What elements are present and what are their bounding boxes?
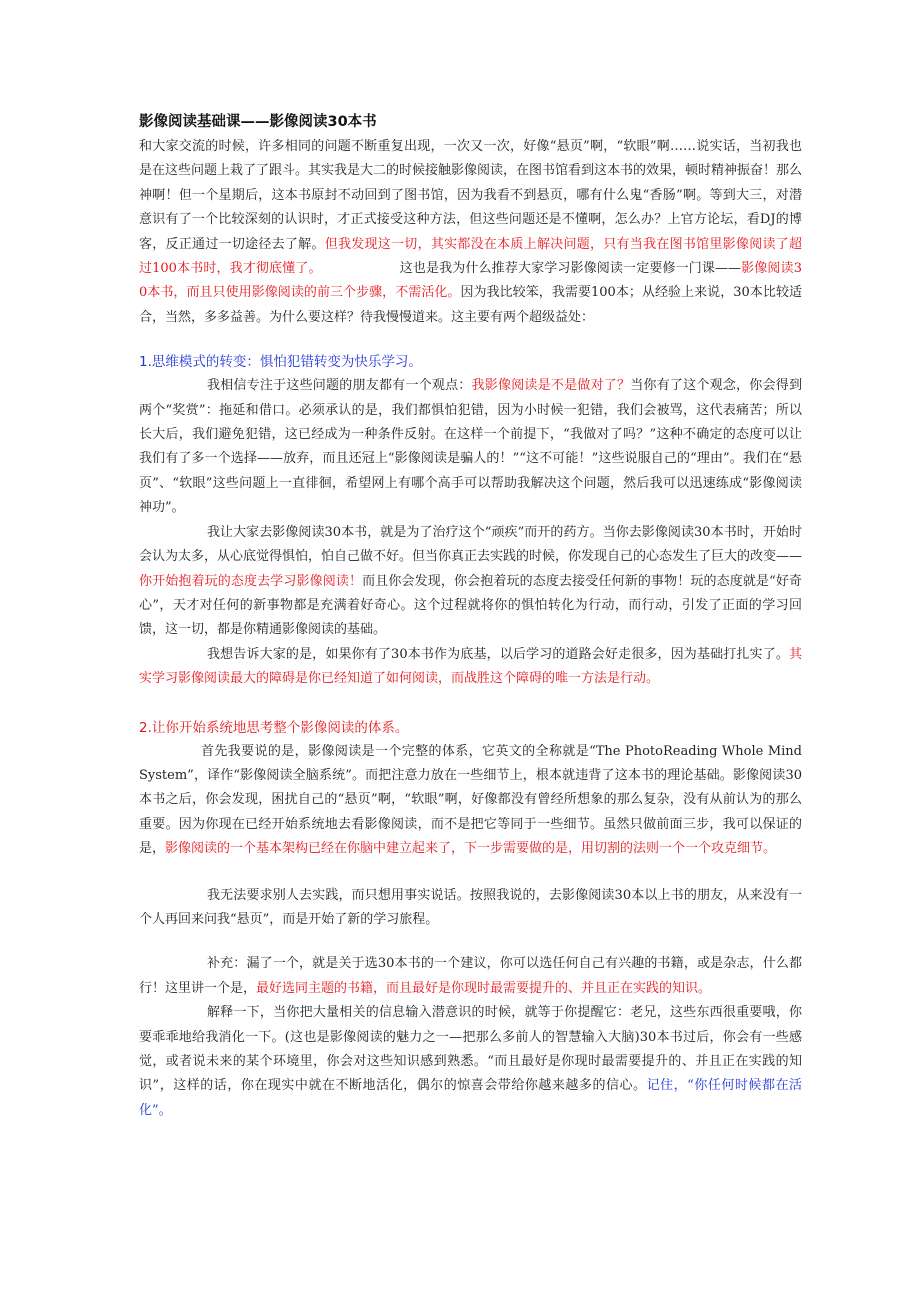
- section2-heading: 2.让你开始系统地思考整个影像阅读的体系。: [139, 719, 409, 736]
- document-page: [139, 113, 802, 1123]
- spacer: [139, 330, 802, 350]
- sup1-text-a: 补充：漏了一个，就是关于选30本书的一个建议，你可以选任何自己有兴趣的书籍，或是杂志，什么都行！这里讲一个是，: [139, 956, 802, 996]
- intro-paragraph: [139, 135, 802, 330]
- s1p3-highlight-red: 其实学习影像阅读最大的障碍是你已经知道了如何阅读，而战胜这个障碍的唯一方法是行动。: [139, 646, 802, 687]
- s2p1-highlight-red: 影像阅读的一个基本架构已经在你脑中建立起来了，下一步需要做的是，用切割的法则一个一个攻克细节。: [165, 841, 777, 857]
- intro-highlight-red: 但我发现这一切，其实都没在本质上解决问题，只有当我在图书馆里影像阅读了超过100本书时，我才彻底懂了。: [139, 236, 802, 277]
- document-title: 影像阅读基础课——影像阅读30本书: [139, 114, 377, 130]
- s1p2-highlight-red: 你开始抱着玩的态度去学习影像阅读！: [139, 573, 363, 589]
- intro-text-c: 这也是我为什么推荐大家学习影像阅读一定要修一门课——: [399, 261, 742, 277]
- section1-paragraph-1: [139, 374, 802, 520]
- supplement-paragraph-2: [139, 1001, 802, 1123]
- section2-paragraph-2: 我无法要求别人去实践，而只想用事实说话。按照我说的，去影像阅读30本以上书的朋友，从来没有一个人再回来问我“悬页”，而是开始了新的学习旅程。: [139, 887, 802, 927]
- section1-heading: 1.思维模式的转变：惧怕犯错转变为快乐学习。: [139, 354, 422, 371]
- spacer: [139, 862, 802, 884]
- spacer: [139, 692, 802, 716]
- s1p2-text-a: 我让大家去影像阅读30本书，就是为了治疗这个“顽疾”而开的药方。当你去影像阅读30本书时，开始时会认为太多，从心底觉得惧怕，怕自己做不好。但当你真正去实践的时候，你发现自己的心态发生了巨大的改变——: [139, 524, 803, 565]
- intro-text-e: 因为我比较笨，我需要100本；从经验上来说，30本比较适合，当然，多多益善。为什么要这样？待我慢慢道来。这主要有两个超级益处：: [139, 285, 802, 325]
- sup1-highlight-red: 最好选同主题的书籍，而且最好是你现时最需要提升的、并且正在实践的知识。: [256, 980, 712, 996]
- s1p3-text-a: 我想告诉大家的是，如果你有了30本书作为底基，以后学习的道路会好走很多，因为基础打扎实了。: [207, 646, 789, 662]
- intro-text-a: 和大家交流的时候，许多相同的问题不断重复出现，一次又一次，好像“悬页”啊，“软眼”啊……说实话，当初我也是在这些问题上栽了了跟斗。其实我是大二的时候接触影像阅读，在图书馆看到这本书的效果，顿时精神振奋！那么神啊！但一个星期后，这本书原封不动回到了图书馆，因为我看不到悬页，哪有什么鬼“香肠”啊。等到大三，对潜意识有了一个比较深刻的认识时，才正式接受这种方法，但这些问题还是不懂啊，怎么办？上官方论坛，看DJ的博客，反正通过一切途径去了解。: [139, 139, 803, 252]
- sup2-text-a: 解释一下，当你把大量相关的信息输入潜意识的时候，就等于你提醒它：老兄，这些东西很重要哦，你要乖乖地给我消化一下。(这也是影像阅读的魅力之一—把那么多前人的智慧输入大脑)30本书过后，你会有一些感觉，或者说未来的某个环境里，你会对这些知识感到熟悉。“而且最好是你现时最需要提升的、并且正在实践的知识”，这样的话，你在现实中就在不断地活化，偶尔的惊喜会带给你越来越多的信心。: [139, 1005, 802, 1094]
- s1p1-text-c: 当你有了这个观念，你会得到两个“奖赏”：拖延和借口。必须承认的是，我们都惧怕犯错，因为小时候一犯错，我们会被骂，这代表痛苦；所以长大后，我们避免犯错，这已经成为一种条件反射。在这样一个前提下，“我做对了吗？”这种不确定的态度可以让我们有了多一个选择——放弃，而且还冠上“影像阅读是骗人的！”“这不可能！”这些说服自己的“理由”。我们在“悬页”、“软眼”这些问题上一直徘徊，希望网上有哪个高手可以帮助我解决这个问题，然后我可以迅速练成“影像阅读神功”。: [139, 378, 802, 516]
- section1-paragraph-2: [139, 521, 802, 643]
- spacer: [139, 932, 802, 952]
- s1p2-text-c: 而且你会发现，你会抱着玩的态度去接受任何新的事物！玩的态度就是“好奇心”，天才对任何的新事物都是充满着好奇心。这个过程就将你的惧怕转化为行动，而行动，引发了正面的学习回馈，这一切，都是你精通影像阅读的基础。: [139, 573, 802, 638]
- s1p1-text-a: 我相信专注于这些问题的朋友都有一个观点：: [207, 378, 472, 394]
- supplement-paragraph-1: [139, 952, 802, 1001]
- s2p1-text-a: 首先我要说的是，影像阅读是一个完整的体系，它英文的全称就是“The PhotoReading Whole Mind System”，译作“影像阅读全脑系统”。而把注意力放在一些细节上，根本就违背了这本书的理论基础。影像阅读30本书之后，你会发现，困扰自己的“悬页”啊，“软眼”啊，好像都没有曾经所想象的那么复杂，没有从前认为的那么重要。因为你现在已经开始系统地去看影像阅读，而不是把它等同于一些细节。虽然只做前面三步，我可以保证的是，: [139, 743, 802, 857]
- s1p1-highlight-red: 我影像阅读是不是做对了？: [471, 378, 631, 394]
- intro-highlight-red-2: 影像阅读30本书，而且只使用影像阅读的前三个步骤，不需活化。: [139, 261, 802, 301]
- section2-paragraph-1: [139, 740, 802, 862]
- sup2-highlight-blue: 记住，“你任何时候都在活化”。: [139, 1078, 802, 1118]
- section1-paragraph-3: [139, 643, 802, 692]
